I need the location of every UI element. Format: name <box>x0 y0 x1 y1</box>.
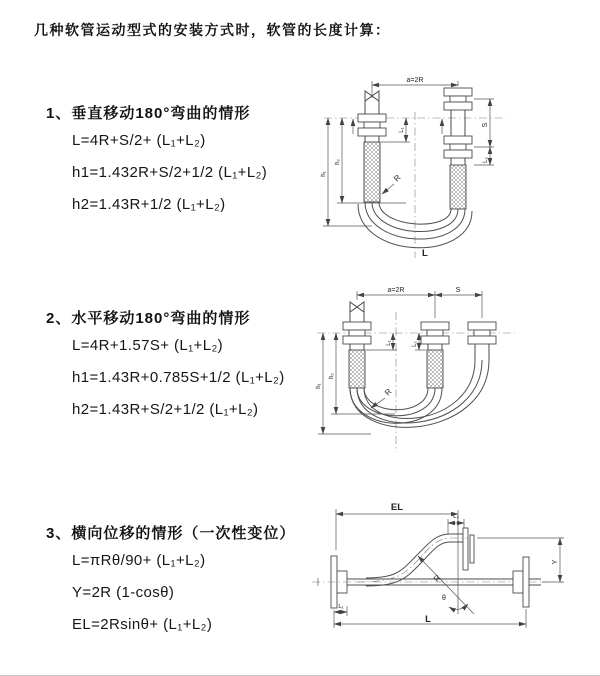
radius-label: R <box>392 173 403 184</box>
dimension-s <box>435 287 482 318</box>
length-label: L <box>422 248 428 259</box>
u-bend-hose-curves <box>350 360 489 427</box>
dim-label-l1: L₁ <box>399 127 405 133</box>
formula-1-h2: h2=1.43R+1/2 (L₁+L₂) <box>72 196 226 213</box>
dim-label-a2r: a=2R <box>387 287 405 294</box>
dim-label-a2r: a=2R <box>406 77 424 84</box>
formula-1-h1: h1=1.432R+S/2+1/2 (L₁+L₂) <box>72 164 268 181</box>
angle-label: θ <box>442 595 446 602</box>
dim-label-h2: h₂ <box>335 159 341 165</box>
formula-3-L: L=πRθ/90+ (L₁+L₂) <box>72 552 206 569</box>
dim-label-h1: h₁ <box>316 383 322 389</box>
left-pipe-assembly <box>358 101 386 202</box>
dimension-s <box>474 99 494 147</box>
straight-hose-original <box>347 557 546 607</box>
formula-2-h1: h1=1.43R+0.785S+1/2 (L₁+L₂) <box>72 369 285 386</box>
dim-label-l2: L₂ <box>453 514 459 520</box>
braided-hose-section <box>450 165 466 209</box>
section-3-heading: 3、横向位移的情形（一次性变位） <box>46 525 296 542</box>
dim-label-el: EL <box>390 502 404 513</box>
dimension-l2 <box>474 147 494 165</box>
radius-annotation <box>382 173 403 194</box>
dimension-l2 <box>448 514 464 534</box>
section-2-heading: 2、水平移动180°弯曲的情形 <box>46 310 251 327</box>
braided-hose-section <box>349 350 365 388</box>
dim-label-l1: L₁ <box>338 604 344 610</box>
dim-label-l: L <box>425 614 431 625</box>
dim-label-l1: L₁ <box>386 340 392 346</box>
valve-icon <box>350 302 364 312</box>
formula-2-L: L=4R+1.57S+ (L₁+L₂) <box>72 337 224 354</box>
formula-3-EL: EL=2Rsinθ+ (L₁+L₂) <box>72 616 213 633</box>
dimension-l <box>334 609 526 628</box>
formula-3-Y: Y=2R (1-cosθ) <box>72 584 175 601</box>
middle-pipe-assembly <box>421 322 449 388</box>
formula-2-h2: h2=1.43R+S/2+1/2 (L₁+L₂) <box>72 401 259 418</box>
page-title: 几种软管运动型式的安装方式时，软管的长度计算： <box>34 22 391 38</box>
dim-label-s: S <box>482 122 489 128</box>
dim-label-y: Y <box>552 559 559 565</box>
radius-label: R <box>431 573 443 584</box>
dimension-el <box>336 502 458 614</box>
diagram-lateral-displacement <box>298 494 598 649</box>
diagram-horizontal-180-bend <box>303 282 598 462</box>
dim-label-h1: h₁ <box>321 171 327 177</box>
formula-1-L: L=4R+S/2+ (L₁+L₂) <box>72 132 206 149</box>
angle-theta-annotation <box>442 595 468 609</box>
braided-hose-section <box>427 350 443 388</box>
dim-label-l2: L₂ <box>412 341 418 347</box>
diagram-vertical-180-bend <box>310 70 595 268</box>
dim-label-l2: L₂ <box>483 157 489 163</box>
dim-label-s: S <box>455 287 461 294</box>
dim-label-h2: h₂ <box>329 373 335 379</box>
right-pipe-assembly <box>468 322 496 360</box>
braided-hose-section <box>364 142 380 202</box>
s-curve-hose <box>356 534 468 586</box>
section-1-heading: 1、垂直移动180°弯曲的情形 <box>46 105 251 122</box>
right-pipe-assembly <box>444 88 472 209</box>
radius-label: R <box>383 387 394 398</box>
